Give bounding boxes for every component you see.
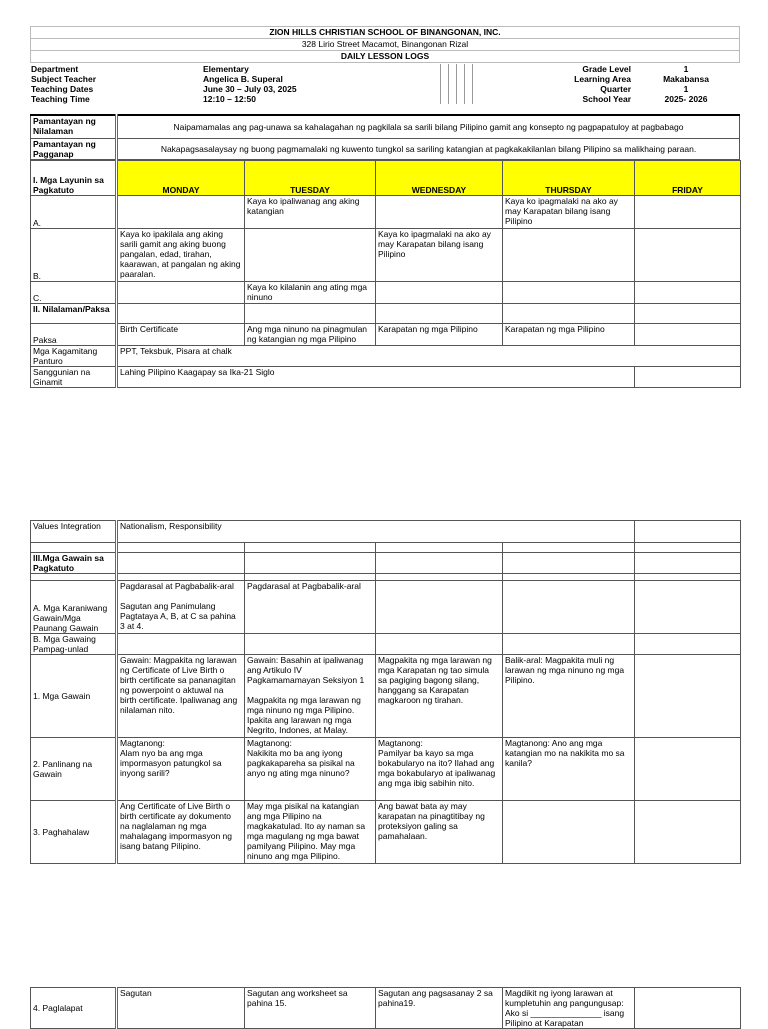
quarter-label: Quarter	[472, 84, 632, 94]
grade-level-value: 1	[683, 64, 689, 74]
gawain-wednesday: Magpakita ng mga larawan ng mga Karapatan ng tao simula sa pagiging bagong silang, hanggang sa Karapatan magkaroon ng tirahan.	[376, 655, 503, 738]
paksa-thursday: Karapatan ng mga Pilipino	[503, 324, 635, 346]
objective-a-row	[31, 196, 741, 229]
school-address: 328 Lirio Street Macamot, Binangonan Rizal	[31, 39, 740, 51]
monday-header: MONDAY	[117, 161, 245, 196]
paglalapat-wednesday: Sagutan ang pagsasanay 2 sa pahina19.	[376, 988, 503, 1029]
gawain-monday: Gawain: Magpakita ng larawan ng Certificate of Live Birth o birth certificate sa pananagitan ng powerpoint o aktuwal na birth certificate. Ipaliwanag ang nilalaman nito.	[117, 655, 245, 738]
gawain-label: 1. Mga Gawain	[31, 655, 117, 738]
values-row	[31, 521, 741, 543]
paksa-tuesday: Ang mga ninuno na pinagmulan ng katangian ng mga Pilipino	[245, 324, 376, 346]
paghahalaw-row	[31, 801, 741, 864]
routine-monday: Pagdarasal at Pagbabalik-aral Sagutan ang Panimulang Pagtataya A, B, at C sa pahina 3 at 4.	[117, 581, 245, 634]
paksa-wednesday: Karapatan ng mga Pilipino	[376, 324, 503, 346]
routine-label: A. Mga Karaniwang Gawain/Mga Paunang Gawain	[31, 581, 117, 634]
thursday-header: THURSDAY	[503, 161, 635, 196]
gawain-row	[31, 655, 741, 738]
objective-c-label: C.	[31, 282, 117, 304]
department-value: Elementary	[203, 64, 249, 74]
time-label: Teaching Time	[31, 94, 90, 104]
objective-a-tuesday: Kaya ko ipaliwanag ang aking katangian	[245, 196, 376, 229]
department-label: Department	[31, 64, 79, 74]
development-row	[31, 634, 741, 655]
development-label: B. Mga Gawaing Pampag-unlad	[31, 634, 117, 655]
paksa-row	[31, 324, 741, 346]
objectives-section-label: I. Mga Layunin sa Pagkatuto	[31, 161, 117, 196]
panlinang-wednesday: Magtanong: Pamilyar ba kayo sa mga bokabularyo na ito? Ilahad ang mga bokabularyo at ipaliwanag ang mga ibig sabihin nito.	[376, 738, 503, 801]
wednesday-header: WEDNESDAY	[376, 161, 503, 196]
content-standard-text: Naipamamalas ang pag-unawa sa kahalagahan ng pagkilala sa sarili bilang Pilipino gamit ang konsepto ng pagpapatuloy at pagbabago	[117, 115, 740, 139]
document-title: DAILY LESSON LOGS	[31, 51, 740, 63]
activities-table	[30, 520, 741, 864]
paghahalaw-label: 3. Paghahalaw	[31, 801, 117, 864]
sources-value: Lahing Pilipino Kaagapay sa Ika-21 Siglo	[117, 367, 635, 388]
lesson-log-page-2	[30, 520, 740, 864]
values-label: Values Integration	[31, 521, 117, 543]
paglalapat-monday: Sagutan	[117, 988, 245, 1029]
sources-label: Sanggunian na Ginamit	[31, 367, 117, 388]
objective-a-thursday: Kaya ko ipagmalaki na ako ay may Karapatan bilang isang Pilipino	[503, 196, 635, 229]
lesson-log-page-3	[30, 987, 740, 1029]
materials-value: PPT, Teksbuk, Pisara at chalk	[117, 346, 741, 367]
objective-c-tuesday: Kaya ko kilalanin ang ating mga ninuno	[245, 282, 376, 304]
time-value: 12:10 – 12:50	[203, 94, 256, 104]
content-standard-label: Pamantayan ng Nilalaman	[31, 115, 117, 139]
school-year-value: 2025- 2026	[664, 94, 708, 104]
content-section-label: II. Nilalaman/Paksa	[31, 304, 117, 324]
gawain-tuesday: Gawain: Basahin at ipaliwanag ang Artikulo IV Pagkamamamayan Seksiyon 1 Magpakita ng mga larawan ng mga ninuno ng mga Pilipino. Ipakita ang larawan ng mga Negrito, Indones, at Malay.	[245, 655, 376, 738]
activities-section-row	[31, 553, 741, 574]
lesson-log-page-1	[30, 26, 740, 388]
objective-a-label: A.	[31, 196, 117, 229]
school-year-label: School Year	[472, 94, 632, 104]
grade-level-label: Grade Level	[472, 64, 632, 74]
learning-area-value: Makabansa	[663, 74, 709, 84]
panlinang-label: 2. Panlinang na Gawain	[31, 738, 117, 801]
objective-b-row	[31, 229, 741, 282]
paghahalaw-tuesday: May mga pisikal na katangian ang mga Pilipino na magkakatulad. Ito ay naman sa mga magulang ng mga bawat pamilyang Pilipino. May mga ninuno ang mga Pilipino.	[245, 801, 376, 864]
dates-value: June 30 – July 03, 2025	[203, 84, 297, 94]
panlinang-tuesday: Magtanong: Nakikita mo ba ang iyong pagkakapareha sa pisikal na anyo ng ating mga ninuno?	[245, 738, 376, 801]
days-header-row	[31, 161, 741, 196]
paksa-label: Paksa	[31, 324, 117, 346]
school-name: ZION HILLS CHRISTIAN SCHOOL OF BINANGONAN, INC.	[31, 27, 740, 39]
content-section-row	[31, 304, 741, 324]
standards-table	[30, 114, 740, 160]
paghahalaw-monday: Ang Certificate of Live Birth o birth certificate ay dokumento na naglalaman ng mga mahalagang impormasyon ng isang batang Pilipino.	[117, 801, 245, 864]
objective-c-row	[31, 282, 741, 304]
performance-standard-label: Pamantayan ng Pagganap	[31, 139, 117, 160]
routine-tuesday: Pagdarasal at Pagbabalik-aral	[245, 581, 376, 634]
teacher-label: Subject Teacher	[31, 74, 97, 84]
paglalapat-thursday: Magdikit ng iyong larawan at kumpletuhin ang pangungusap: Ako si _______________ isang Pilipino at Karapatan	[503, 988, 635, 1029]
paglalapat-tuesday: Sagutan ang worksheet sa pahina 15.	[245, 988, 376, 1029]
objective-b-label: B.	[31, 229, 117, 282]
lesson-plan-table	[30, 160, 741, 388]
school-header	[30, 26, 740, 63]
materials-label: Mga Kagamitang Panturo	[31, 346, 117, 367]
tuesday-header: TUESDAY	[245, 161, 376, 196]
panlinang-thursday: Magtanong: Ano ang mga katangian mo na nakikita mo sa kanila?	[503, 738, 635, 801]
materials-row	[31, 346, 741, 367]
quarter-value: 1	[683, 84, 689, 94]
info-grid	[30, 64, 740, 104]
objective-b-wednesday: Kaya ko ipagmalaki na ako ay may Karapatan bilang isang Pilipino	[376, 229, 503, 282]
sources-row	[31, 367, 741, 388]
routine-row	[31, 581, 741, 634]
performance-standard-text: Nakapagsasalaysay ng buong pagmamalaki ng kuwento tungkol sa sariling katangian at pagkakakilanlan bilang Pilipino sa malikhaing paraan.	[117, 139, 740, 160]
panlinang-monday: Magtanong: Alam nyo ba ang mga impormasyon patungkol sa inyong sarili?	[117, 738, 245, 801]
dates-label: Teaching Dates	[31, 84, 94, 94]
gawain-thursday: Balik-aral: Magpakita muli ng larawan ng mga ninuno ng mga Pilipino.	[503, 655, 635, 738]
values-value: Nationalism, Responsibility	[117, 521, 635, 543]
teacher-value: Angelica B. Superal	[203, 74, 283, 84]
application-table	[30, 987, 741, 1029]
paglalapat-label: 4. Paglalapat	[31, 988, 117, 1029]
learning-area-label: Learning Area	[472, 74, 632, 84]
friday-header: FRIDAY	[635, 161, 741, 196]
panlinang-row	[31, 738, 741, 801]
paghahalaw-wednesday: Ang bawat bata ay may karapatan na pinagtitibay ng proteksiyon galing sa pamahalaan.	[376, 801, 503, 864]
paglalapat-row	[31, 988, 741, 1029]
activities-section-label: III.Mga Gawain sa Pagkatuto	[31, 553, 117, 574]
objective-b-monday: Kaya ko ipakilala ang aking sarili gamit ang aking buong pangalan, edad, tirahan, kaarawan, at pangalan ng aking paaralan.	[117, 229, 245, 282]
paksa-monday: Birth Certificate	[117, 324, 245, 346]
